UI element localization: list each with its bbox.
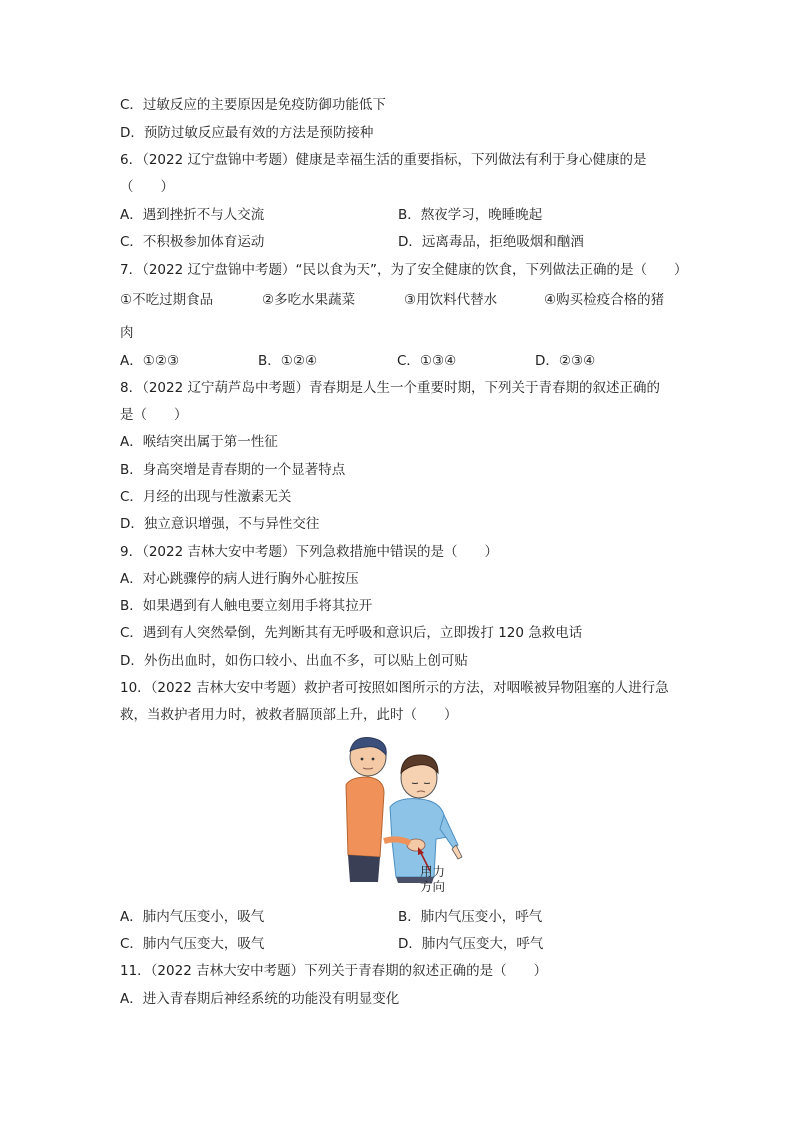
q8-bracket: 是（ ） <box>120 407 188 423</box>
q9-option-c: C．遇到有人突然晕倒，先判断其有无呼吸和意识后，立即拨打 120 急救电话 <box>120 625 583 641</box>
force-direction-label-1: 用力 <box>420 864 446 879</box>
rescuer <box>346 738 386 882</box>
q7-item-2: ②多吃水果蔬菜 <box>262 292 356 308</box>
q7-option-a: A．①②③ <box>120 353 180 369</box>
q7-stem: 7．（2022 辽宁盘锦中考题）“民以食为天”，为了安全健康的饮食，下列做法正确的是（ ） <box>120 262 688 278</box>
q7-option-c: C．①③④ <box>397 353 457 369</box>
q11-stem: 11．（2022 吉林大安中考题）下列关于青春期的叙述正确的是（ ） <box>120 963 548 979</box>
q10-stem-cont: 救，当救护者用力时，被救者膈顶部上升，此时（ ） <box>120 707 458 723</box>
l2: D．预防过敏反应最有效的方法是预防接种 <box>120 125 374 141</box>
q8-option-b: B．身高突增是青春期的一个显著特点 <box>120 462 346 478</box>
q10-option-c: C．肺内气压变大，吸气 <box>120 936 265 952</box>
q8-option-a: A．喉结突出属于第一性征 <box>120 434 278 450</box>
q9-stem: 9．（2022 吉林大安中考题）下列急救措施中错误的是（ ） <box>120 544 498 560</box>
q6-option-d: D．远离毒品，拒绝吸烟和酗酒 <box>398 234 584 250</box>
q7-option-d: D．②③④ <box>535 353 596 369</box>
q10-option-b: B．肺内气压变小，呼气 <box>398 909 543 925</box>
q6-option-c: C．不积极参加体育运动 <box>120 234 265 250</box>
q9-option-a: A．对心跳骤停的病人进行胸外心脏按压 <box>120 571 359 587</box>
q6-bracket: （ ） <box>120 179 174 195</box>
q9-option-d: D．外伤出血时，如伤口较小、出血不多，可以贴上创可贴 <box>120 653 468 669</box>
heimlich-figure <box>340 737 465 893</box>
q7-item-4: ④购买检疫合格的猪 <box>544 292 665 308</box>
q6-option-a: A．遇到挫折不与人交流 <box>120 207 265 223</box>
q9-option-b: B．如果遇到有人触电要立刻用手将其拉开 <box>120 598 373 614</box>
q7-option-b: B．①②④ <box>258 353 318 369</box>
q10-stem: 10．（2022 吉林大安中考题）救护者可按照如图所示的方法，对咽喉被异物阻塞的人进行急 <box>120 680 669 696</box>
q8-stem: 8．（2022 辽宁葫芦岛中考题）青春期是人生一个重要时期，下列关于青春期的叙述正确的 <box>120 380 660 396</box>
q6-stem: 6．（2022 辽宁盘锦中考题）健康是幸福生活的重要指标，下列做法有利于身心健康的是 <box>120 152 647 168</box>
q8-option-d: D．独立意识增强，不与异性交往 <box>120 516 320 532</box>
q7-item-3: ③用饮料代替水 <box>404 292 498 308</box>
q7-item-4-cont: 肉 <box>120 325 134 341</box>
q10-option-a: A．肺内气压变小，吸气 <box>120 909 265 925</box>
force-direction-label-2: 方向 <box>420 879 446 894</box>
l1: C．过敏反应的主要原因是免疫防御功能低下 <box>120 97 386 113</box>
heimlich-illustration <box>340 737 465 893</box>
q8-option-c: C．月经的出现与性激素无关 <box>120 489 292 505</box>
q7-item-1: ①不吃过期食品 <box>120 292 214 308</box>
q10-option-d: D．肺内气压变大，呼气 <box>398 936 544 952</box>
q6-option-b: B．熬夜学习，晚睡晚起 <box>398 207 543 223</box>
q11-option-a: A．进入青春期后神经系统的功能没有明显变化 <box>120 991 400 1007</box>
